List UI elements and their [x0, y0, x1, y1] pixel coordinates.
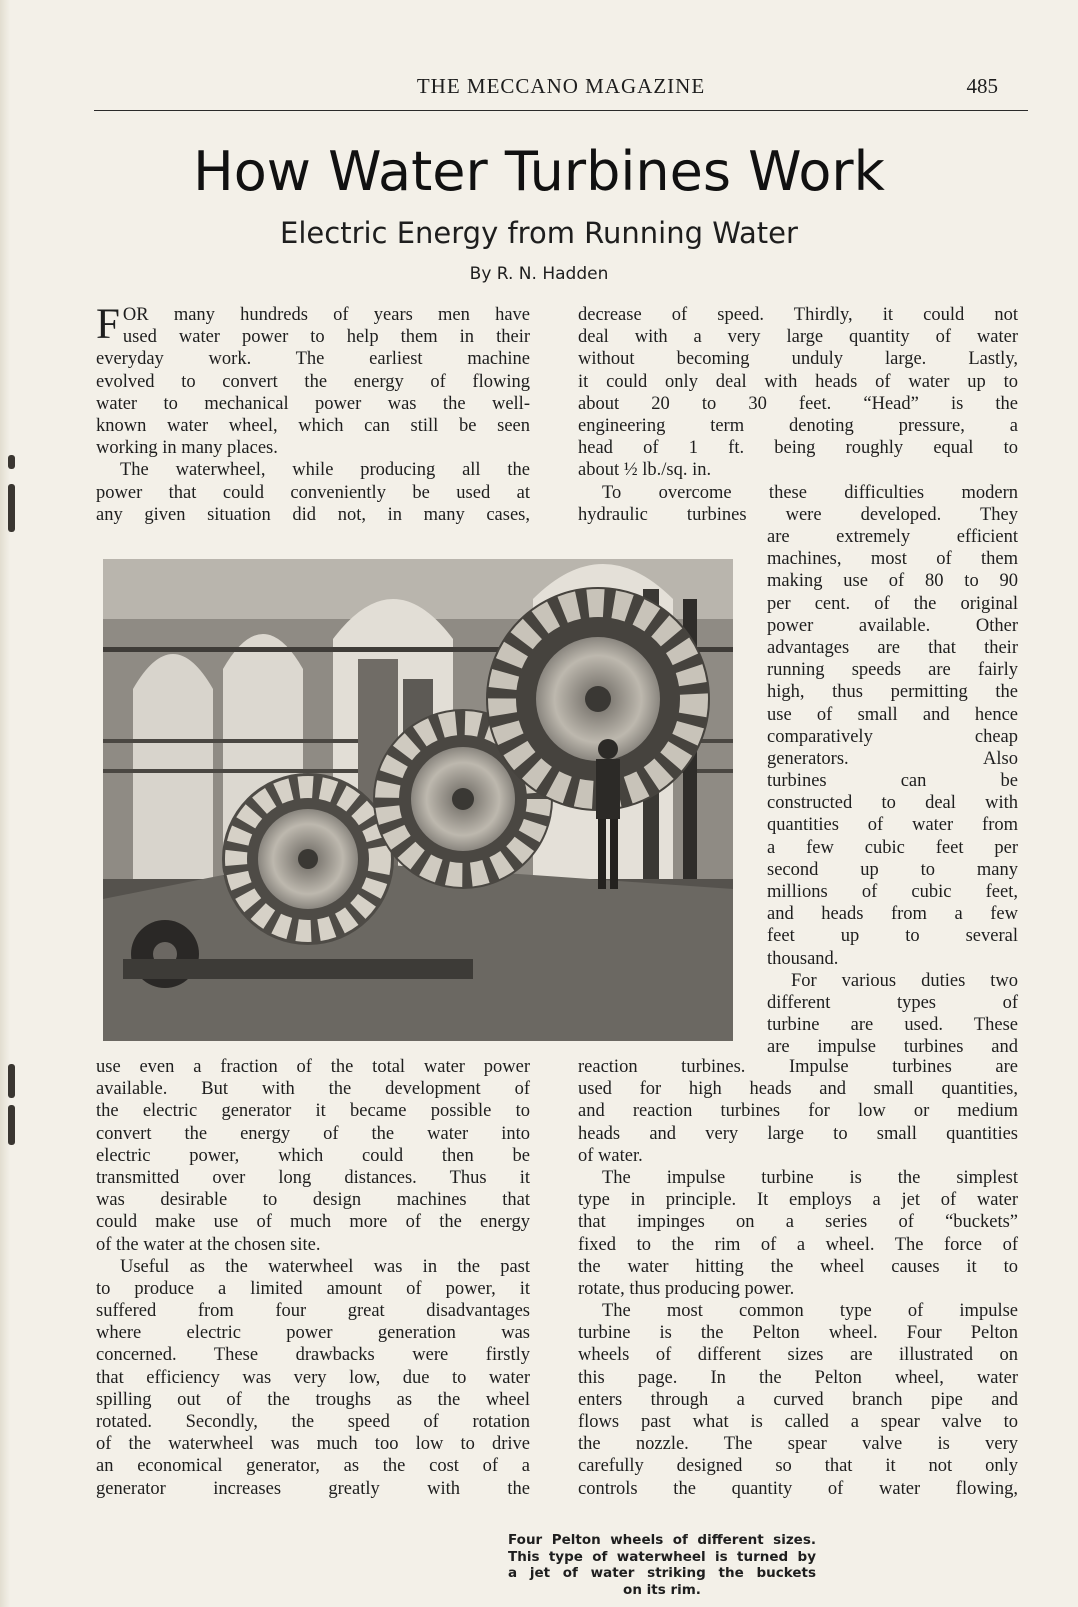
text-line: type in principle. It employs a jet of water — [578, 1190, 1018, 1211]
text-line: are extremely efficient — [767, 527, 1018, 547]
text-line: a few cubic feet per — [767, 837, 1018, 858]
text-line: this page. In the Pelton wheel, water — [578, 1367, 1018, 1388]
text-line: The waterwheel, while producing all the — [120, 460, 530, 481]
binding-mark — [8, 1105, 15, 1145]
article-byline: By R. N. Hadden — [469, 264, 609, 284]
text-line: used for high heads and small quantities, — [578, 1079, 1018, 1100]
text-line: machines, most of them — [767, 549, 1018, 570]
text-line: about ½ lb./sq. in. — [578, 460, 712, 481]
text-line: it could only deal with heads of water up to — [578, 371, 1018, 392]
caption-line: a jet of water striking the buckets — [508, 1565, 816, 1581]
page-number: 485 — [966, 74, 998, 98]
text-line: OR many hundreds of years men have — [122, 305, 530, 325]
text-line: flows past what is called a spear valve to — [578, 1412, 1018, 1432]
text-line: hydraulic turbines were developed. They — [578, 504, 1018, 525]
text-line: running speeds are fairly — [767, 660, 1018, 681]
column-1-top — [96, 301, 530, 526]
photo-caption — [486, 1528, 836, 1600]
text-line: working in many places. — [96, 438, 278, 459]
text-line: generator increases greatly with the — [96, 1478, 530, 1499]
column-1-bottom — [96, 1056, 530, 1500]
text-line: the electric generator it became possible to — [96, 1101, 530, 1122]
text-line: and reaction turbines for low or medium — [578, 1101, 1018, 1122]
text-line: turbine are used. These — [767, 1015, 1018, 1036]
binding-mark — [8, 484, 15, 532]
column-2-top — [578, 304, 1018, 526]
text-line: thousand. — [767, 948, 839, 969]
text-line: that efficiency was very low, due to water — [96, 1367, 530, 1388]
binding-mark — [8, 455, 15, 469]
text-line: making use of 80 to 90 — [767, 571, 1018, 592]
text-line: evolved to convert the energy of flowing — [96, 371, 530, 392]
article-subtitle: Electric Energy from Running Water — [280, 216, 798, 250]
text-line: of water. — [578, 1145, 643, 1166]
text-line: are impulse turbines and — [767, 1037, 1018, 1058]
article-title: How Water Turbines Work — [193, 140, 885, 203]
text-line: about 20 to 30 feet. “Head” is the — [578, 393, 1018, 414]
text-line: wheels of different sizes are illustrated on — [578, 1345, 1018, 1366]
text-line: of the waterwheel was much too low to drive — [96, 1434, 530, 1455]
text-line: engineering term denoting pressure, a — [578, 415, 1018, 436]
text-line: without becoming unduly large. Lastly, — [578, 349, 1018, 370]
text-line: Useful as the waterwheel was in the past — [120, 1256, 530, 1277]
text-line: For various duties two — [791, 970, 1018, 991]
text-line: rotated. Secondly, the speed of rotation — [96, 1412, 530, 1432]
text-line: decrease of speed. Thirdly, it could not — [578, 305, 1018, 325]
text-line: turbines can be — [767, 771, 1018, 792]
text-line: that impinges on a series of “buckets” — [578, 1212, 1018, 1233]
text-line: carefully designed so that it not only — [578, 1456, 1018, 1477]
text-line: different types of — [767, 992, 1018, 1013]
text-line: fixed to the rim of a wheel. The force of — [578, 1234, 1018, 1255]
text-line: was desirable to design machines that — [96, 1190, 530, 1211]
text-line: convert the energy of the water into — [96, 1123, 530, 1144]
text-line: comparatively cheap — [767, 726, 1018, 747]
caption-line: Four Pelton wheels of different sizes. — [508, 1532, 816, 1548]
text-line: to produce a limited amount of power, it — [96, 1278, 530, 1299]
caption-line: This type of waterwheel is turned by — [508, 1548, 816, 1565]
magazine-title: THE MECCANO MAGAZINE — [416, 74, 706, 98]
text-line: The most common type of impulse — [602, 1301, 1018, 1322]
text-line: advantages are that their — [767, 637, 1018, 658]
text-line: spilling out of the troughs as the wheel — [96, 1389, 530, 1410]
column-2-bottom — [578, 1056, 1018, 1500]
text-line: enters through a curved branch pipe and — [578, 1389, 1018, 1410]
text-line: quantities of water from — [767, 815, 1018, 836]
text-line: second up to many — [767, 859, 1018, 880]
text-line: known water wheel, which can still be seen — [96, 415, 530, 436]
text-line: rotate, thus producing power. — [578, 1278, 795, 1299]
text-line: high, thus permitting the — [767, 682, 1018, 703]
text-line: constructed to deal with — [767, 793, 1018, 814]
text-line: available. But with the development of — [96, 1079, 530, 1100]
text-line: concerned. These drawbacks were firstly — [96, 1345, 530, 1366]
text-line: used water power to help them in their — [122, 327, 530, 348]
text-line: millions of cubic feet, — [767, 882, 1018, 902]
text-line: generators. Also — [767, 748, 1018, 769]
text-line: everyday work. The earliest machine — [96, 349, 530, 370]
text-line: feet up to several — [767, 926, 1018, 947]
text-line: turbine is the Pelton wheel. Four Pelton — [578, 1323, 1018, 1344]
text-line: the water hitting the wheel causes it to — [578, 1256, 1018, 1277]
text-line: an economical generator, as the cost of a — [96, 1456, 530, 1477]
text-line: electric power, which could then be — [96, 1145, 530, 1166]
text-line: power that could conveniently be used at — [96, 482, 530, 503]
text-line: use of small and hence — [767, 704, 1018, 725]
text-line: controls the quantity of water flowing, — [578, 1478, 1018, 1499]
text-line: use even a fraction of the total water power — [96, 1057, 530, 1077]
drop-cap: F — [96, 301, 120, 348]
text-line: and heads from a few — [767, 904, 1018, 925]
text-line: The impulse turbine is the simplest — [602, 1167, 1018, 1188]
text-line: deal with a very large quantity of water — [578, 327, 1018, 348]
running-header — [94, 74, 1028, 111]
text-line: per cent. of the original — [767, 593, 1018, 614]
text-line: could make use of much more of the energy — [96, 1212, 530, 1233]
text-line: To overcome these difficulties modern — [602, 482, 1018, 503]
text-line: where electric power generation was — [96, 1323, 530, 1344]
text-line: head of 1 ft. being roughly equal to — [578, 438, 1018, 459]
text-line: transmitted over long distances. Thus it — [96, 1167, 530, 1188]
column-2-side — [767, 526, 1018, 1059]
text-line: suffered from four great disadvantages — [96, 1301, 530, 1322]
caption-line: on its rim. — [623, 1581, 701, 1598]
text-line: power available. Other — [767, 615, 1018, 636]
text-line: heads and very large to small quantities — [578, 1123, 1018, 1144]
text-line: reaction turbines. Impulse turbines are — [578, 1057, 1018, 1077]
text-line: any given situation did not, in many cases, — [96, 504, 530, 525]
text-line: of the water at the chosen site. — [96, 1234, 321, 1255]
binding-mark — [8, 1064, 15, 1098]
text-line: water to mechanical power was the well- — [96, 393, 530, 414]
text-line: the nozzle. The spear valve is very — [578, 1434, 1018, 1455]
